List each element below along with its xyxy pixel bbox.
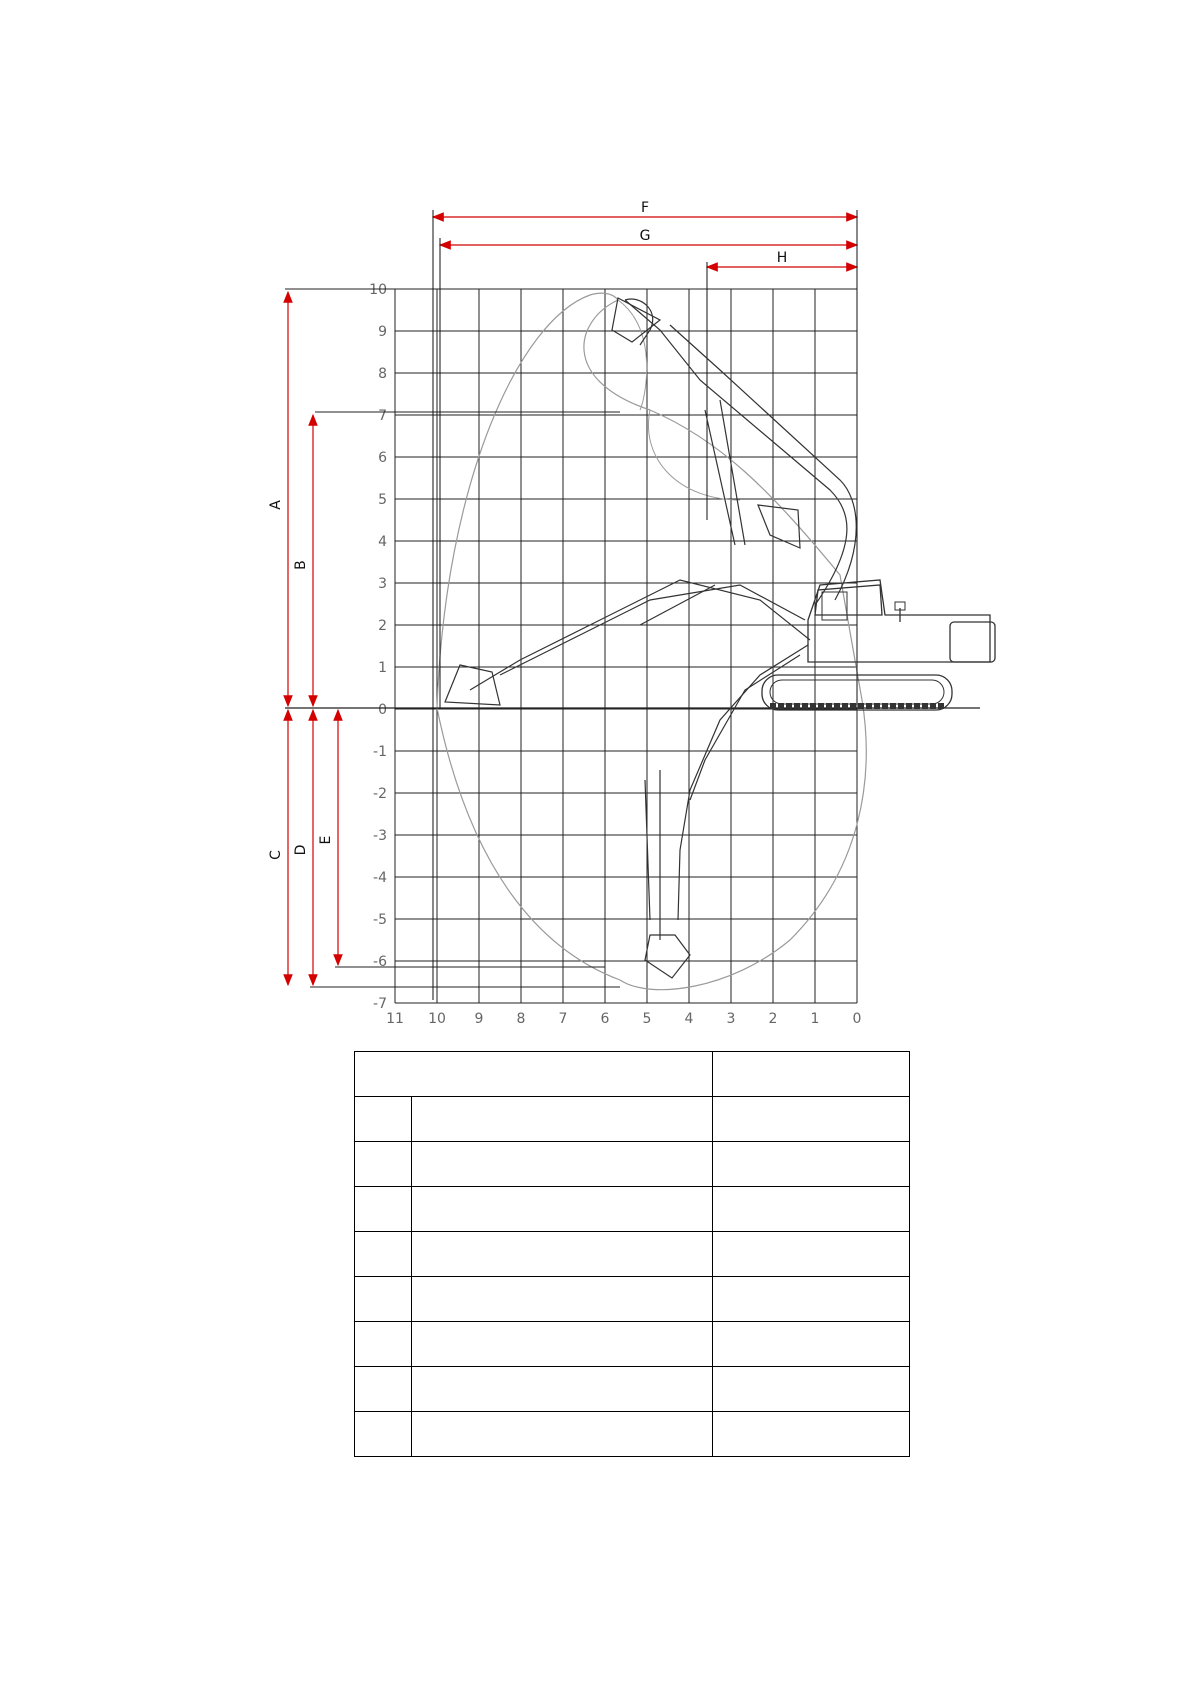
bucket-reach bbox=[445, 665, 500, 705]
table-cell bbox=[412, 1412, 713, 1457]
table-cell bbox=[713, 1367, 910, 1412]
table-cell bbox=[713, 1232, 910, 1277]
y-tick-label: 7 bbox=[378, 408, 387, 424]
y-tick-label: 0 bbox=[378, 702, 387, 718]
x-tick-label: 3 bbox=[726, 1011, 736, 1027]
table-cell bbox=[713, 1277, 910, 1322]
table-row bbox=[355, 1322, 910, 1367]
excavator bbox=[762, 580, 995, 710]
dimension-label-G: G bbox=[639, 228, 651, 244]
table-row bbox=[355, 1097, 910, 1142]
dimension-label-H: H bbox=[776, 250, 788, 266]
y-tick-label: 8 bbox=[378, 366, 387, 382]
track-shoe bbox=[914, 703, 920, 709]
y-tick-label: -4 bbox=[373, 870, 387, 886]
dimension-D bbox=[293, 710, 313, 985]
x-tick-label: 1 bbox=[810, 1011, 820, 1027]
track-shoe bbox=[906, 703, 912, 709]
table-cell bbox=[412, 1187, 713, 1232]
dimension-B bbox=[293, 415, 313, 706]
bucket-depth bbox=[645, 935, 690, 978]
table-row bbox=[355, 1367, 910, 1412]
table-cell bbox=[355, 1232, 412, 1277]
table-row bbox=[355, 1142, 910, 1187]
table-row bbox=[355, 1187, 910, 1232]
track-shoe bbox=[850, 703, 856, 709]
table-cell bbox=[412, 1097, 713, 1142]
y-tick-label: -7 bbox=[373, 996, 387, 1012]
dimension-label-D: D bbox=[293, 844, 309, 856]
arm-pose-max-depth bbox=[645, 645, 808, 978]
table-cell bbox=[713, 1097, 910, 1142]
dimension-label-E: E bbox=[318, 835, 334, 845]
table-row bbox=[355, 1412, 910, 1457]
y-tick-label: -5 bbox=[373, 912, 387, 928]
table-cell bbox=[355, 1412, 412, 1457]
table-header-cell bbox=[355, 1052, 713, 1097]
track-shoe bbox=[826, 703, 832, 709]
track-shoe bbox=[858, 703, 864, 709]
x-tick-label: 4 bbox=[684, 1011, 694, 1027]
dimension-E bbox=[318, 710, 338, 965]
table-cell bbox=[355, 1097, 412, 1142]
x-tick-label: 11 bbox=[386, 1011, 404, 1027]
y-tick-label: 6 bbox=[378, 450, 387, 466]
dimension-A bbox=[268, 292, 288, 706]
y-tick-label: 4 bbox=[378, 534, 387, 550]
table-row bbox=[355, 1232, 910, 1277]
table-cell bbox=[355, 1322, 412, 1367]
max-reach-arc bbox=[618, 300, 647, 410]
track-shoe bbox=[778, 703, 784, 709]
x-tick-label: 8 bbox=[516, 1011, 526, 1027]
y-tick-label: -2 bbox=[373, 786, 387, 802]
dimension-H bbox=[707, 250, 857, 520]
y-tick-label: -6 bbox=[373, 954, 387, 970]
track-shoe bbox=[882, 703, 888, 709]
track-shoe bbox=[818, 703, 824, 709]
table-cell bbox=[412, 1142, 713, 1187]
dimension-label-F: F bbox=[640, 200, 650, 216]
table-cell bbox=[713, 1412, 910, 1457]
track-shoe bbox=[802, 703, 808, 709]
y-tick-label: 10 bbox=[369, 282, 387, 298]
table-row bbox=[355, 1277, 910, 1322]
track-shoe bbox=[930, 703, 936, 709]
track-shoe bbox=[866, 703, 872, 709]
y-tick-label: 5 bbox=[378, 492, 387, 508]
x-tick-label: 5 bbox=[642, 1011, 652, 1027]
table-cell bbox=[412, 1367, 713, 1412]
y-tick-label: 3 bbox=[378, 576, 387, 592]
x-tick-label: 9 bbox=[474, 1011, 484, 1027]
table-cell bbox=[713, 1322, 910, 1367]
bucket-mid bbox=[758, 505, 800, 548]
track-shoe bbox=[874, 703, 880, 709]
inner-envelope-arc bbox=[648, 410, 740, 500]
table-cell bbox=[355, 1142, 412, 1187]
track-shoe bbox=[938, 703, 944, 709]
counterweight bbox=[950, 622, 995, 662]
table-cell bbox=[355, 1367, 412, 1412]
track-shoe bbox=[898, 703, 904, 709]
x-tick-label: 6 bbox=[600, 1011, 610, 1027]
track-shoe bbox=[810, 703, 816, 709]
grid-lines bbox=[395, 289, 857, 1003]
spec-table bbox=[354, 1051, 910, 1457]
dimension-label-A: A bbox=[268, 500, 284, 510]
arm-pose-max-reach bbox=[445, 580, 810, 705]
y-tick-label: 9 bbox=[378, 324, 387, 340]
table-cell bbox=[713, 1187, 910, 1232]
table-cell bbox=[412, 1232, 713, 1277]
dimension-label-B: B bbox=[293, 560, 309, 570]
x-tick-label: 10 bbox=[428, 1011, 446, 1027]
y-tick-label: 2 bbox=[378, 618, 387, 634]
table-cell bbox=[355, 1187, 412, 1232]
track-shoe bbox=[922, 703, 928, 709]
y-tick-label: -3 bbox=[373, 828, 387, 844]
y-tick-label: -1 bbox=[373, 744, 387, 760]
dimension-F bbox=[433, 200, 857, 1000]
table-cell bbox=[355, 1277, 412, 1322]
track-shoe bbox=[842, 703, 848, 709]
track-shoe bbox=[890, 703, 896, 709]
track-shoe bbox=[834, 703, 840, 709]
table-header-cell bbox=[713, 1052, 910, 1097]
track-shoe bbox=[786, 703, 792, 709]
table-cell bbox=[713, 1142, 910, 1187]
dimension-G bbox=[440, 228, 857, 708]
dimension-C bbox=[268, 710, 288, 985]
x-tick-label: 0 bbox=[852, 1011, 862, 1027]
dimension-label-C: C bbox=[268, 850, 284, 860]
table-cell bbox=[412, 1322, 713, 1367]
track-shoe bbox=[794, 703, 800, 709]
x-tick-label: 2 bbox=[768, 1011, 778, 1027]
arm-pose-max-height bbox=[612, 298, 856, 605]
table-header-row bbox=[355, 1052, 910, 1097]
track-shoe bbox=[770, 703, 776, 709]
x-tick-label: 7 bbox=[558, 1011, 568, 1027]
digging-envelope bbox=[437, 293, 866, 990]
table-cell bbox=[412, 1277, 713, 1322]
y-tick-label: 1 bbox=[378, 660, 387, 676]
